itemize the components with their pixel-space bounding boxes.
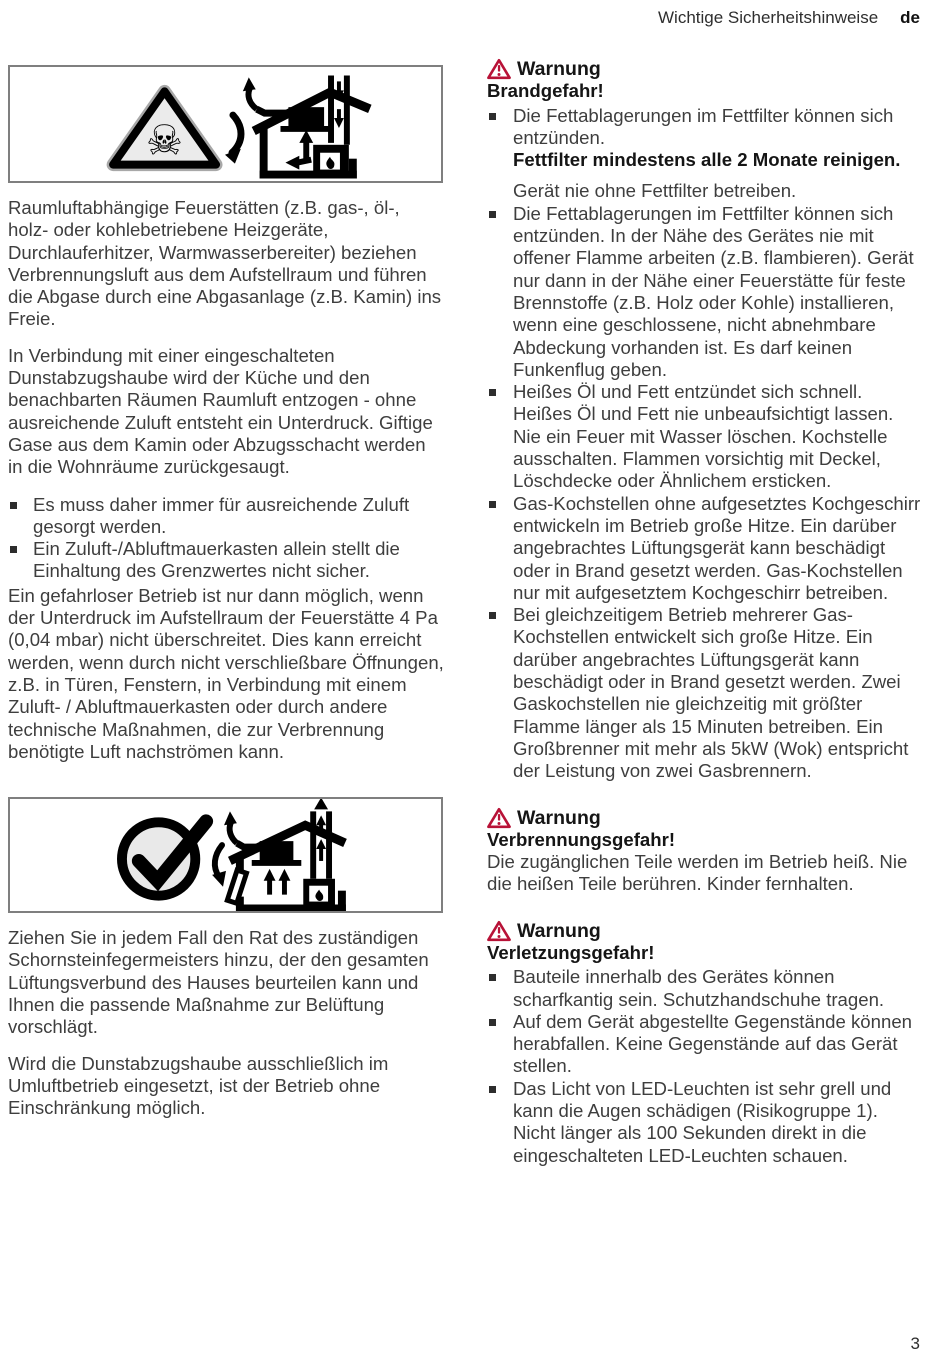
list-item-bold-note: Fettfilter mindestens alle 2 Monate reinigen. <box>513 149 901 171</box>
warning-subtitle: Verletzungsgefahr! <box>487 941 655 963</box>
warning-section-burn-hazard <box>487 807 921 896</box>
checkmark-house-diagram-icon <box>10 799 441 911</box>
list-item-text: Gas-Kochstellen ohne aufgesetztes Kochgeschirr entwickeln im Betrieb große Hitze. Ein darüber angebrachtes Lüftungsgerät kann beschädigt oder in Brand gesetzt werden. Gas-Kochstellen nur mit aufgesetztem Kochgeschirr betreiben. <box>513 492 921 603</box>
square-bullet-icon <box>489 974 496 981</box>
paragraph-underpressure: In Verbindung mit einer eingeschalteten Dunstabzugshaube wird der Küche und den benachbarten Räumen Raumluft entzogen - ohne ausreichende Zuluft entsteht ein Unterdruck. Giftige Gase aus dem Kamin oder Abzugsschacht werden in die Wohnräume zurückgesaugt. <box>8 344 433 478</box>
warning-subtitle: Brandgefahr! <box>487 80 604 102</box>
paragraph-safe-operation: Ein gefahrloser Betrieb ist nur dann möglich, wenn der Unterdruck im Aufstellraum der Feuerstätte 4 Pa (0,04 mbar) nicht überschreitet. Dies kann erreicht werden, wenn durch nicht verschließbare Öffnungen, z.B. in Türen, Fenstern, in Verbindung mit einem Zuluft- / Abluftmauerkasten oder durch andere technische Maßnahmen, die zur Verbrennung benötigte Luft nachströmen kann. <box>8 584 444 762</box>
figure-correct-ventilation <box>8 797 443 913</box>
list-item <box>487 1078 921 1167</box>
list-item <box>8 538 444 583</box>
list-item <box>487 604 921 782</box>
list-item <box>487 203 921 381</box>
list-item-extra: Gerät nie ohne Fettfilter betreiben. <box>513 180 797 202</box>
warning-triangle-icon <box>487 920 511 942</box>
square-bullet-icon <box>10 546 17 553</box>
warning-bullet-list <box>487 966 921 1167</box>
warning-title: Warnung <box>517 58 601 80</box>
page-header <box>658 8 920 28</box>
list-item-text: Die Fettablagerungen im Fettfilter können sich entzünden. In der Nähe des Gerätes nie mit offener Flamme arbeiten (z.B. flambieren). Gerät nur dann in der Nähe einer Feuerstätte für feste Brennstoffe (z.B. Holz oder Kohle) installieren, wenn eine geschlossene, nicht abnehmbare Abdeckung vorhanden ist. Es darf keinen Funkenflug geben. <box>513 202 914 380</box>
skull-warning-house-diagram-icon <box>10 67 441 181</box>
list-item <box>8 494 444 539</box>
svg-text:☠: ☠ <box>145 116 184 164</box>
warning-text: Die zugänglichen Teile werden im Betrieb heiß. Nie die heißen Teile berühren. Kinder fernhalten. <box>487 851 908 895</box>
left-bullet-list <box>8 494 444 583</box>
square-bullet-icon <box>489 211 496 218</box>
list-item-text: Ein Zuluft-/Abluftmauerkasten allein stellt die Einhaltung des Grenzwertes nicht sicher. <box>33 538 400 582</box>
warning-bullet-list <box>487 105 921 783</box>
list-item-text: Auf dem Gerät abgestellte Gegenstände können herabfallen. Keine Gegenstände auf das Gerät stellen. <box>513 1010 913 1077</box>
warning-heading <box>487 920 921 942</box>
warning-subtitle: Verbrennungsgefahr! <box>487 828 676 850</box>
list-item <box>487 381 921 492</box>
list-item-text <box>513 105 921 203</box>
list-item-text: Es muss daher immer für ausreichende Zuluft gesorgt werden. <box>33 493 410 537</box>
list-item <box>487 105 921 203</box>
list-item-text: Bauteile innerhalb des Gerätes können scharfkantig sein. Schutzhandschuhe tragen. <box>513 966 885 1010</box>
list-item <box>487 493 921 604</box>
list-item-text: Heißes Öl und Fett entzündet sich schnell. Heißes Öl und Fett nie unbeaufsichtigt lassen. Nie ein Feuer mit Wasser löschen. Kochstelle ausschalten. Flammen vorsichtig mit Deckel, Löschdecke oder Ähnlichem ersticken. <box>513 381 894 492</box>
warning-section-injury-hazard <box>487 920 921 1167</box>
list-item-line: Die Fettablagerungen im Fettfilter können sich entzünden. <box>513 104 894 148</box>
warning-heading <box>487 58 921 80</box>
header-title: Wichtige Sicherheitshinweise <box>658 8 879 27</box>
warning-triangle-icon <box>487 58 511 80</box>
paragraph-chimney-sweep: Ziehen Sie in jedem Fall den Rat des zuständigen Schornsteinfegermeisters hinzu, der den gesamten Lüftungsverbund des Hauses beurteilen kann und Ihnen die passende Maßnahme zur Belüftung vorschlägt. <box>8 927 429 1038</box>
warning-title: Warnung <box>517 806 601 829</box>
right-column <box>487 58 921 1167</box>
warning-heading <box>487 807 921 829</box>
square-bullet-icon <box>10 502 17 509</box>
square-bullet-icon <box>489 612 496 619</box>
header-language-tag: de <box>900 8 920 27</box>
page-number: 3 <box>910 1334 920 1353</box>
list-item <box>487 966 921 1011</box>
paragraph-fireplaces: Raumluftabhängige Feuerstätten (z.B. gas-, öl-, holz- oder kohlebetriebene Heizgeräte, Durchlauferhitzer, Warmwasserbereiter) beziehen Verbrennungsluft aus dem Aufstellraum und führen die Abgase durch eine Abgasanlage (z.B. Kamin) ins Freie. <box>8 197 442 330</box>
paragraph-recirculation: Wird die Dunstabzugshaube ausschließlich im Umluftbetrieb eingesetzt, ist der Betrieb ohne Einschränkung möglich. <box>8 1052 389 1119</box>
figure-backdraft-hazard <box>8 65 443 183</box>
square-bullet-icon <box>489 113 496 120</box>
left-column <box>8 65 444 1120</box>
square-bullet-icon <box>489 1086 496 1093</box>
warning-title: Warnung <box>517 919 601 942</box>
list-item <box>487 1011 921 1078</box>
square-bullet-icon <box>489 389 496 396</box>
square-bullet-icon <box>489 1019 496 1026</box>
square-bullet-icon <box>489 501 496 508</box>
warning-section-fire-hazard <box>487 58 921 783</box>
list-item-text: Bei gleichzeitigem Betrieb mehrerer Gas-Kochstellen entwickelt sich große Hitze. Ein darüber angebrachtes Lüftungsgerät kann beschädigt oder in Brand gesetzt werden. Zwei Gaskochstellen nie gleichzeitig mit größter Flamme länger als 15 Minuten betreiben. Ein Großbrenner mit mehr als 5kW (Wok) entspricht der Leistung von zwei Gasbrennern. <box>513 604 909 782</box>
list-item-text: Das Licht von LED-Leuchten ist sehr grell und kann die Augen schädigen (Risikogruppe 1). Nicht länger als 100 Sekunden direkt in die eingeschalteten LED-Leuchten schauen. <box>513 1077 892 1166</box>
warning-triangle-icon <box>487 807 511 829</box>
